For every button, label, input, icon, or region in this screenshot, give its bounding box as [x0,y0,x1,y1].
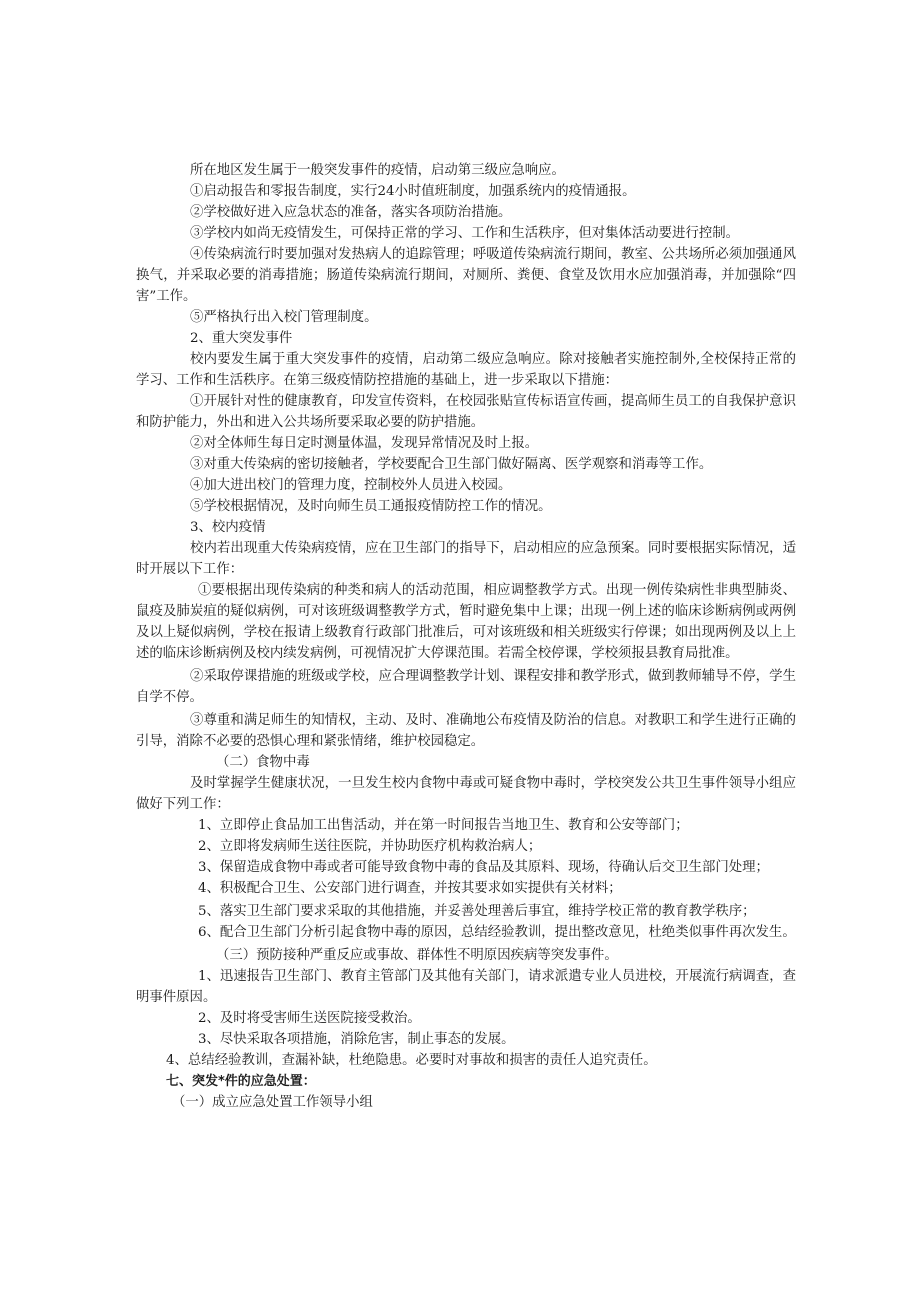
paragraph: ④加大进出校门的管理力度，控制校外人员进入校园。 [190,478,512,493]
list-item: 5、落实卫生部门要求采取的其他措施，并妥善处理善后事宜，维持学校正常的教育教学秩序； [198,904,756,919]
paragraph: ①启动报告和零报告制度，实行24小时值班制度，加强系统内的疫情通报。 [190,184,636,199]
list-item: 3、尽快采取各项措施，消除危害，制止事态的发展。 [198,1032,515,1047]
paragraph: 及时掌握学生健康状况，一旦发生校内食物中毒或可疑食物中毒时，学校突发公共卫生事件领导小组应做好下列工作： [136,776,796,812]
list-item: 3、保留造成食物中毒或者可能导致食物中毒的食品及其原料、现场，待确认后交卫生部门处理； [198,860,769,875]
paragraph: ④传染病流行时要加强对发热病人的追踪管理；呼吸道传染病流行期间，教室、公共场所必须加强通风换气，并采取必要的消毒措施；肠道传染病流行期间，对厕所、粪便、食堂及饮用水应加强消毒，并加强除“四害”工作。 [136,247,796,304]
list-item: 4、总结经验教训，查漏补缺，杜绝隐患。必要时对事故和损害的责任人追究责任。 [166,1053,657,1068]
list-item: 4、积极配合卫生、公安部门进行调查，并按其要求如实提供有关材料； [198,881,622,896]
paragraph: ②对全体师生每日定时测量体温，发现异常情况及时上报。 [190,436,539,451]
paragraph: 校内要发生属于重大突发事件的疫情，启动第二级应急响应。除对接触者实施控制外,全校保持正常的学习、工作和生活秩序。在第三级疫情防控措施的基础上，进一步采取以下措施： [136,352,796,388]
section-heading: （二）食物中毒 [216,755,310,770]
paragraph: ②学校做好进入应急状态的准备，落实各项防治措施。 [190,205,512,220]
section-heading: （一）成立应急处置工作领导小组 [172,1095,373,1110]
paragraph: ⑤学校根据情况，及时向师生员工通报疫情防控工作的情况。 [190,499,552,514]
list-item: 6、配合卫生部门分析引起食物中毒的原因，总结经验教训，提出整改意见，杜绝类似事件再次发生。 [198,925,796,940]
paragraph: ②采取停课措施的班级或学校，应合理调整教学计划、课程安排和教学形式，做到教师辅导不停，学生自学不停。 [136,669,796,705]
paragraph: ①开展针对性的健康教育，印发宣传资料，在校园张贴宣传标语宣传画，提高师生员工的自我保护意识和防护能力，外出和进入公共场所要采取必要的防护措施。 [136,394,796,430]
section-heading: 2、重大突发事件 [190,331,293,346]
paragraph: ⑤严格执行出入校门管理制度。 [190,310,378,325]
list-item: 1、立即停止食品加工出售活动，并在第一时间报告当地卫生、教育和公安等部门； [198,818,689,833]
paragraph: ③对重大传染病的密切接触者，学校要配合卫生部门做好隔离、医学观察和消毒等工作。 [190,457,713,472]
list-item: 2、及时将受害师生送医院接受救治。 [198,1011,421,1026]
list-item: 2、立即将发病师生送往医院，并协助医疗机构救治病人； [198,839,542,854]
section-heading: （三）预防接种严重反应或事故、群体性不明原因疾病等突发事件。 [216,948,618,963]
list-item: 1、迅速报告卫生部门、教育主管部门及其他有关部门，请求派遣专业人员进校，开展流行病调查，查明事件原因。 [136,969,796,1005]
chapter-heading: 七、突发*件的应急处置： [166,1074,316,1089]
document-page [136,160,796,1113]
paragraph: ①要根据出现传染病的种类和病人的活动范围，相应调整教学方式。出现一例传染病性非典型肺炎、鼠疫及肺炭疽的疑似病例，可对该班级调整教学方式，暂时避免集中上课；出现一例上述的临床诊断病例或两例及以上疑似病例，学校在报请上级教育行政部门批准后，可对该班级和相关班级实行停课；如出现两例及以上上述的临床诊断病例及校内续发病例，可视情况扩大停课范围。若需全校停课，学校须报县教育局批准。 [136,583,796,661]
paragraph: 所在地区发生属于一般突发事件的疫情，启动第三级应急响应。 [190,163,565,178]
paragraph: 校内若出现重大传染病疫情，应在卫生部门的指导下，启动相应的应急预案。同时要根据实际情况，适时开展以下工作： [136,541,796,577]
paragraph: ③学校内如尚无疫情发生，可保持正常的学习、工作和生活秩序，但对集体活动要进行控制。 [190,226,740,241]
section-heading: 3、校内疫情 [190,520,266,535]
paragraph: ③尊重和满足师生的知情权，主动、及时、准确地公布疫情及防治的信息。对教职工和学生进行正确的引导，消除不必要的恐惧心理和紧张情绪，维护校园稳定。 [136,713,796,749]
